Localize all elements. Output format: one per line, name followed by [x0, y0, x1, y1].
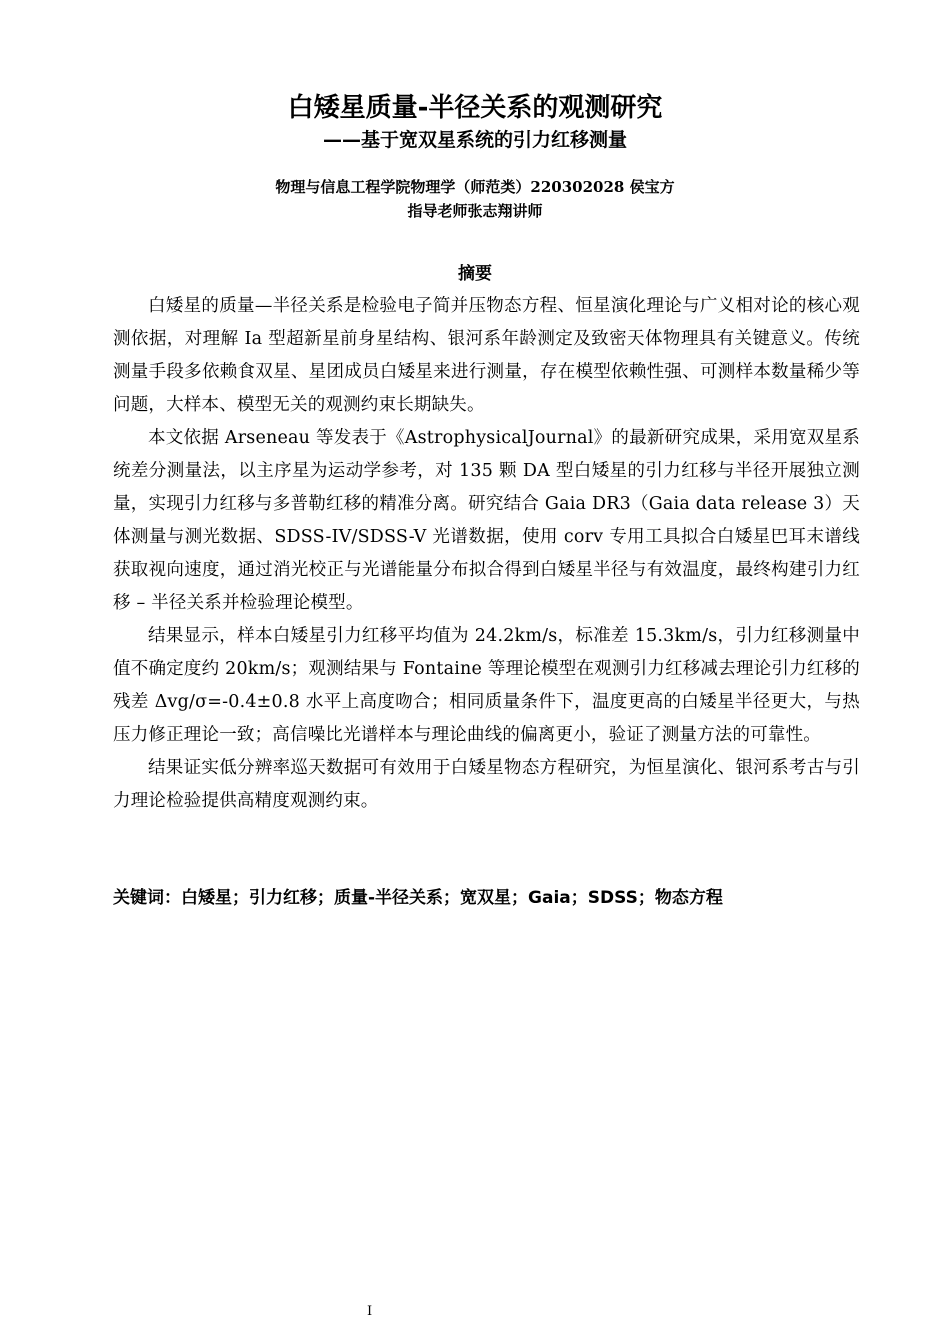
paper-subtitle: ——基于宽双星系统的引力红移测量 — [322, 129, 627, 151]
abstract-body — [113, 290, 860, 818]
abstract-heading: 摘要 — [458, 264, 492, 284]
abstract-paragraph: 白矮星的质量—半径关系是检验电子简并压物态方程、恒星演化理论与广义相对论的核心观测依据，对理解 Ia 型超新星前身星结构、银河系年龄测定及致密天体物理具有关键意义。传统测量手段多依赖食双星、星团成员白矮星来进行测量，存在模型依赖性强、可测样本数量稀少等问题，大样本、模型无关的观测约束长期缺失。 — [113, 296, 860, 415]
author-info: 物理与信息工程学院物理学（师范类）220302028 侯宝方 — [275, 178, 675, 196]
keywords-line: 关键词：白矮星；引力红移；质量-半径关系；宽双星；Gaia；SDSS；物态方程 — [113, 888, 723, 908]
paper-title: 白矮星质量-半径关系的观测研究 — [287, 93, 663, 123]
abstract-paragraph: 结果证实低分辨率巡天数据可有效用于白矮星物态方程研究，为恒星演化、银河系考古与引力理论检验提供高精度观测约束。 — [113, 758, 860, 811]
advisor-info: 指导老师张志翔讲师 — [407, 202, 543, 220]
abstract-paragraph: 本文依据 Arseneau 等发表于《AstrophysicalJournal》的最新研究成果，采用宽双星系统差分测量法，以主序星为运动学参考，对 135 颗 DA 型白矮星的引力红移与半径开展独立测量，实现引力红移与多普勒红移的精准分离。研究结合 Gaia DR3（Gaia data release 3）天体测量与测光数据、SDSS-IV/SDSS-V 光谱数据，使用 corv 专用工具拟合白矮星巴耳末谱线获取视向速度，通过消光校正与光谱能量分布拟合得到白矮星半径与有效温度，最终构建引力红移 – 半径关系并检验理论模型。 — [113, 428, 860, 613]
page-number: I — [367, 1304, 373, 1319]
abstract-paragraph: 结果显示，样本白矮星引力红移平均值为 24.2km/s，标准差 15.3km/s，引力红移测量中值不确定度约 20km/s；观测结果与 Fontaine 等理论模型在观测引力红移减去理论引力红移的残差 Δvg/σ=-0.4±0.8 水平上高度吻合；相同质量条件下，温度更高的白矮星半径更大，与热压力修正理论一致；高信噪比光谱样本与理论曲线的偏离更小，验证了测量方法的可靠性。 — [113, 626, 860, 745]
